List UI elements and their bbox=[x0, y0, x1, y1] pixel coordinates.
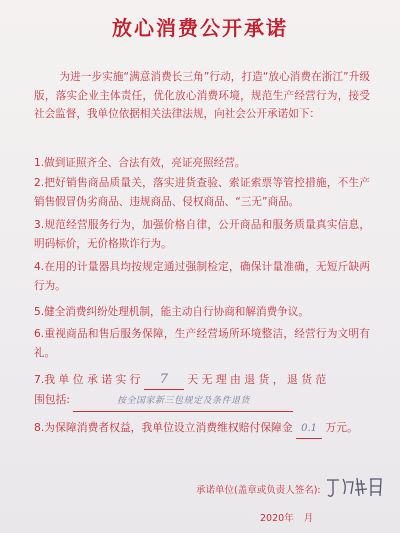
item7-prefix: 7.我 单 位 承 诺 实 行 bbox=[34, 373, 141, 386]
pledge-item-3: 3.规范经营服务行为，加强价格自律，公开商品和服务质量真实信息，明码标价，无价格欺诈行为。 bbox=[34, 219, 370, 250]
handwritten-signature bbox=[325, 474, 385, 500]
pledge-date bbox=[260, 510, 313, 524]
pledge-item-6: 6.重视商品和售后服务保障，生产经营场所环境整洁，经营行为文明有礼。 bbox=[34, 328, 370, 359]
item7-mid: 天 无 理 由 退 货 ， 退 货 范 bbox=[187, 373, 327, 386]
item8-suffix: 万元。 bbox=[325, 421, 358, 434]
pledge-item-8 bbox=[34, 418, 370, 439]
item8-prefix: 8.为保障消费者权益，我单位设立消费维权赔付保障金 bbox=[34, 421, 293, 434]
signature-label: 承诺单位(盖章或负责人签名): bbox=[196, 485, 321, 496]
return-days-value: 7 bbox=[144, 370, 184, 390]
pledge-item-1: 1.做到证照齐全、合法有效，亮证亮照经营。 bbox=[34, 157, 246, 169]
deposit-amount-value: 0.1 bbox=[296, 419, 322, 439]
pledge-item-5: 5.健全消费纠纷处理机制，能主动自行协商和解消费争议。 bbox=[34, 306, 309, 318]
intro-paragraph: 为进一步实施“满意消费长三角”行动，打造“放心消费在浙江”升级版，落实企业主体责任，优化放心消费环境，规范生产经营行为，接受社会监督，我单位依据相关法律法规，向社会公开承诺如下： bbox=[34, 71, 370, 120]
pledge-item-7 bbox=[34, 370, 370, 412]
pledge-item-2: 2.把好销售商品质量关，落实进货查验、索证索票等管控措施，不生产销售假冒伪劣商品、违规商品、侵权商品、“三无”商品。 bbox=[34, 177, 370, 208]
date-month-suffix: 月 bbox=[303, 513, 314, 524]
date-year: 2020年 bbox=[260, 513, 294, 524]
return-scope-value: 按全国家新三包规定及条件退货 bbox=[73, 392, 293, 412]
page-title: 放心消费公开承诺 bbox=[112, 16, 288, 40]
pledge-item-4: 4.在用的计量器具均按规定通过强制检定，确保计量准确，无短斤缺两行为。 bbox=[34, 261, 370, 292]
item7-scope-label: 围包括: bbox=[34, 393, 71, 406]
